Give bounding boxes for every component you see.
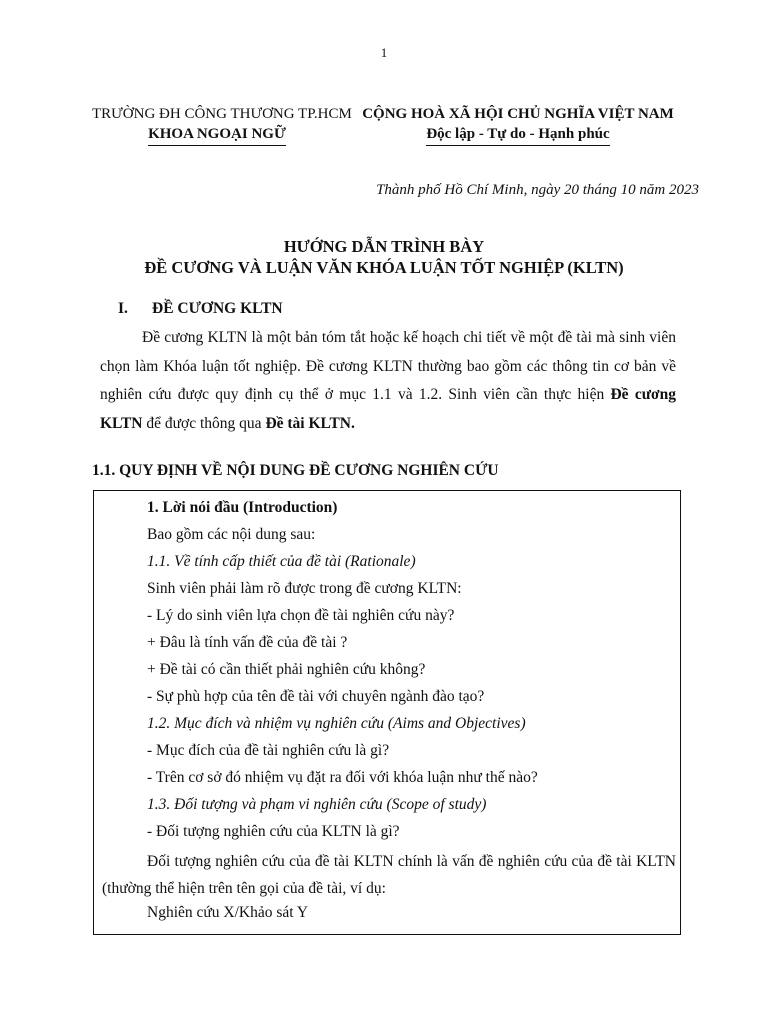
subheading-scope: 1.3. Đối tượng và phạm vi nghiên cứu (Scope of study) xyxy=(147,796,487,813)
question-4: - Sự phù hợp của tên đề tài với chuyên ngành đào tạo? xyxy=(147,688,485,705)
title-line-1: HƯỚNG DẪN TRÌNH BÀY xyxy=(283,237,485,256)
subheading-aims: 1.2. Mục đích và nhiệm vụ nghiên cứu (Aims and Objectives) xyxy=(147,715,526,732)
example-line: Nghiên cứu X/Khảo sát Y xyxy=(147,904,309,921)
intro-bold-1: Đề cương KLTN xyxy=(100,386,676,432)
question-1: - Lý do sinh viên lựa chọn đề tài nghiên cứu này? xyxy=(147,607,455,624)
section-title: ĐỀ CƯƠNG KLTN xyxy=(152,300,283,317)
institution-header xyxy=(92,104,352,146)
section-number: I. xyxy=(118,300,128,317)
box-includes: Bao gồm các nội dung sau: xyxy=(147,526,316,543)
question-7: - Đối tượng nghiên cứu của KLTN là gì? xyxy=(147,823,400,840)
intro-bold-2: Đề tài KLTN. xyxy=(265,414,355,432)
nation-name: CỘNG HOÀ XÃ HỘI CHỦ NGHĨA VIỆT NAM xyxy=(362,106,674,122)
section-heading xyxy=(118,300,283,318)
question-6: - Trên cơ sở đó nhiệm vụ đặt ra đối với khóa luận như thế nào? xyxy=(147,769,538,786)
subheading-rationale: 1.1. Về tính cấp thiết của đề tài (Rationale) xyxy=(147,553,416,570)
national-motto: Độc lập - Tự do - Hạnh phúc xyxy=(426,124,609,146)
question-5: - Mục đích của đề tài nghiên cứu là gì? xyxy=(147,742,390,759)
content-box xyxy=(93,490,681,935)
faculty-name: KHOA NGOẠI NGỮ xyxy=(148,124,286,146)
place-date: Thành phố Hồ Chí Minh, ngày 20 tháng 10 năm 2023 xyxy=(376,182,699,198)
document-title xyxy=(0,236,768,278)
intro-text-1: Đề cương KLTN là một bản tóm tắt hoặc kế hoạch chi tiết về một đề tài mà sinh viên chọn làm Khóa luận tốt nghiệp. Đề cương KLTN thường bao gồm các thông tin cơ bản về nghiên cứu được quy định cụ thể ở mục 1.1 và 1.2. Sinh viên cần thực hiện xyxy=(100,329,676,403)
scope-paragraph: Đối tượng nghiên cứu của đề tài KLTN chính là vấn đề nghiên cứu của đề tài KLTN (thường thể hiện trên tên gọi của đề tài, ví dụ: xyxy=(102,853,676,897)
must-clarify: Sinh viên phải làm rõ được trong đề cương KLTN: xyxy=(147,580,462,597)
question-3: + Đề tài có cần thiết phải nghiên cứu không? xyxy=(147,661,426,678)
national-header xyxy=(360,104,676,146)
intro-paragraph xyxy=(100,324,676,438)
school-name: TRƯỜNG ĐH CÔNG THƯƠNG TP.HCM xyxy=(92,106,352,122)
title-line-2: ĐỀ CƯƠNG VÀ LUẬN VĂN KHÓA LUẬN TỐT NGHIỆP (KLTN) xyxy=(144,258,624,277)
question-2: + Đâu là tính vấn đề của đề tài ? xyxy=(147,634,348,651)
page-number: 1 xyxy=(380,45,388,60)
subsection-heading: 1.1. QUY ĐỊNH VỀ NỘI DUNG ĐỀ CƯƠNG NGHIÊN CỨU xyxy=(92,462,499,479)
box-heading: 1. Lời nói đầu (Introduction) xyxy=(147,499,338,516)
intro-text-2: để được thông qua xyxy=(142,414,266,432)
